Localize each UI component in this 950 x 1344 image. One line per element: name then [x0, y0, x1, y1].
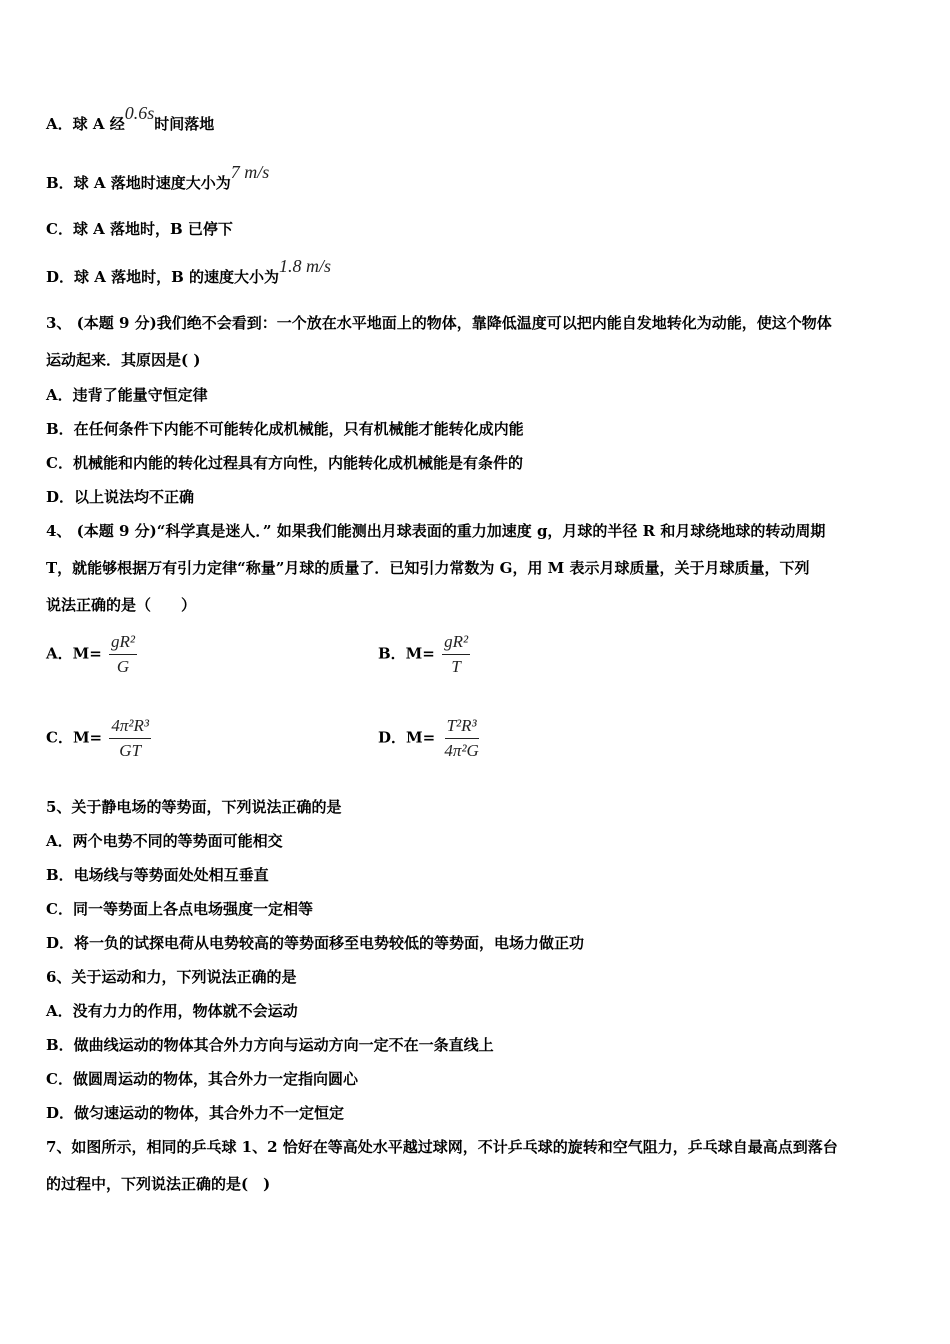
q7-stem-line1: 7、如图所示，相同的乒乓球 1、2 恰好在等高处水平越过球网，不计乒乓球的旋转和空气阻力，乒乓球自最高点到落台: [46, 1138, 838, 1156]
q7-stem-line2: 的过程中，下列说法正确的是( ): [46, 1175, 271, 1193]
q6-option-c: C．做圆周运动的物体，其合外力一定指向圆心: [46, 1070, 358, 1088]
q3-option-a: A．违背了能量守恒定律: [46, 386, 208, 404]
option-text: A．球 A 经: [46, 115, 125, 133]
option-text-suffix: 时间落地: [154, 115, 215, 133]
math-speed: 1.8 m/s: [279, 256, 332, 276]
fraction-numerator: gR²: [442, 632, 470, 655]
q5-option-b: B．电场线与等势面处处相互垂直: [46, 866, 269, 884]
option-text: D．球 A 落地时，B 的速度大小为: [46, 268, 279, 286]
q3-option-d: D．以上说法均不正确: [46, 488, 195, 506]
fraction-numerator: 4π²R³: [109, 716, 151, 739]
q4-option-d: [378, 716, 481, 761]
option-text: C．球 A 落地时，B 已停下: [46, 220, 233, 238]
q4-stem-line1: 4、 (本题 9 分)“科学真是迷人．” 如果我们能测出月球表面的重力加速度 g，月球的半径 R 和月球绕地球的转动周期: [46, 522, 826, 540]
fraction-denominator: G: [116, 657, 130, 676]
q2-option-a: [46, 103, 215, 135]
q5-stem: 5、关于静电场的等势面，下列说法正确的是: [46, 798, 342, 816]
fraction-denominator: T: [451, 657, 461, 676]
option-text: B．球 A 落地时速度大小为: [46, 174, 231, 192]
q6-option-a: A．没有力力的作用，物体就不会运动: [46, 1002, 298, 1020]
q6-stem: 6、关于运动和力，下列说法正确的是: [46, 968, 297, 986]
q4-option-c: [46, 716, 151, 761]
q4-option-b: [378, 632, 470, 677]
q4-stem-line3: 说法正确的是（ ）: [46, 596, 197, 614]
q5-option-a: A．两个电势不同的等势面可能相交: [46, 832, 283, 850]
fraction-formula: [442, 632, 470, 677]
fraction-denominator: 4π²G: [444, 741, 479, 760]
fraction-formula: [442, 716, 480, 761]
q2-option-b: [46, 162, 270, 194]
q3-option-b: B．在任何条件下内能不可能转化成机械能，只有机械能才能转化成内能: [46, 420, 524, 438]
math-speed: 7 m/s: [230, 162, 270, 182]
q2-option-d: [46, 256, 332, 288]
q3-stem-line2: 运动起来．其原因是( ): [46, 351, 201, 369]
q4-stem-line2: T，就能够根据万有引力定律“称量”月球的质量了．已知引力常数为 G，用 M 表示月球质量，关于月球质量，下列: [46, 559, 810, 577]
q4-option-a: [46, 632, 137, 677]
fraction-formula: [109, 632, 137, 677]
q3-option-c: C．机械能和内能的转化过程具有方向性，内能转化成机械能是有条件的: [46, 454, 523, 472]
fraction-formula: [109, 716, 151, 761]
fraction-denominator: GT: [119, 741, 142, 760]
option-label: B．M=: [378, 644, 435, 663]
q5-option-d: D．将一负的试探电荷从电势较高的等势面移至电势较低的等势面，电场力做正功: [46, 934, 585, 952]
math-time: 0.6s: [124, 103, 155, 123]
q3-stem-line1: 3、 (本题 9 分)我们绝不会看到：一个放在水平地面上的物体，靠降低温度可以把内能自发地转化为动能，使这个物体: [46, 314, 832, 332]
option-label: D．M=: [378, 728, 436, 747]
fraction-numerator: gR²: [109, 632, 137, 655]
q2-option-c: [46, 218, 233, 240]
q6-option-b: B．做曲线运动的物体其合外力方向与运动方向一定不在一条直线上: [46, 1036, 494, 1054]
fraction-numerator: T²R³: [445, 716, 479, 739]
q6-option-d: D．做匀速运动的物体，其合外力不一定恒定: [46, 1104, 345, 1122]
q5-option-c: C．同一等势面上各点电场强度一定相等: [46, 900, 313, 918]
option-label: A．M=: [46, 644, 102, 663]
option-label: C．M=: [46, 728, 103, 747]
